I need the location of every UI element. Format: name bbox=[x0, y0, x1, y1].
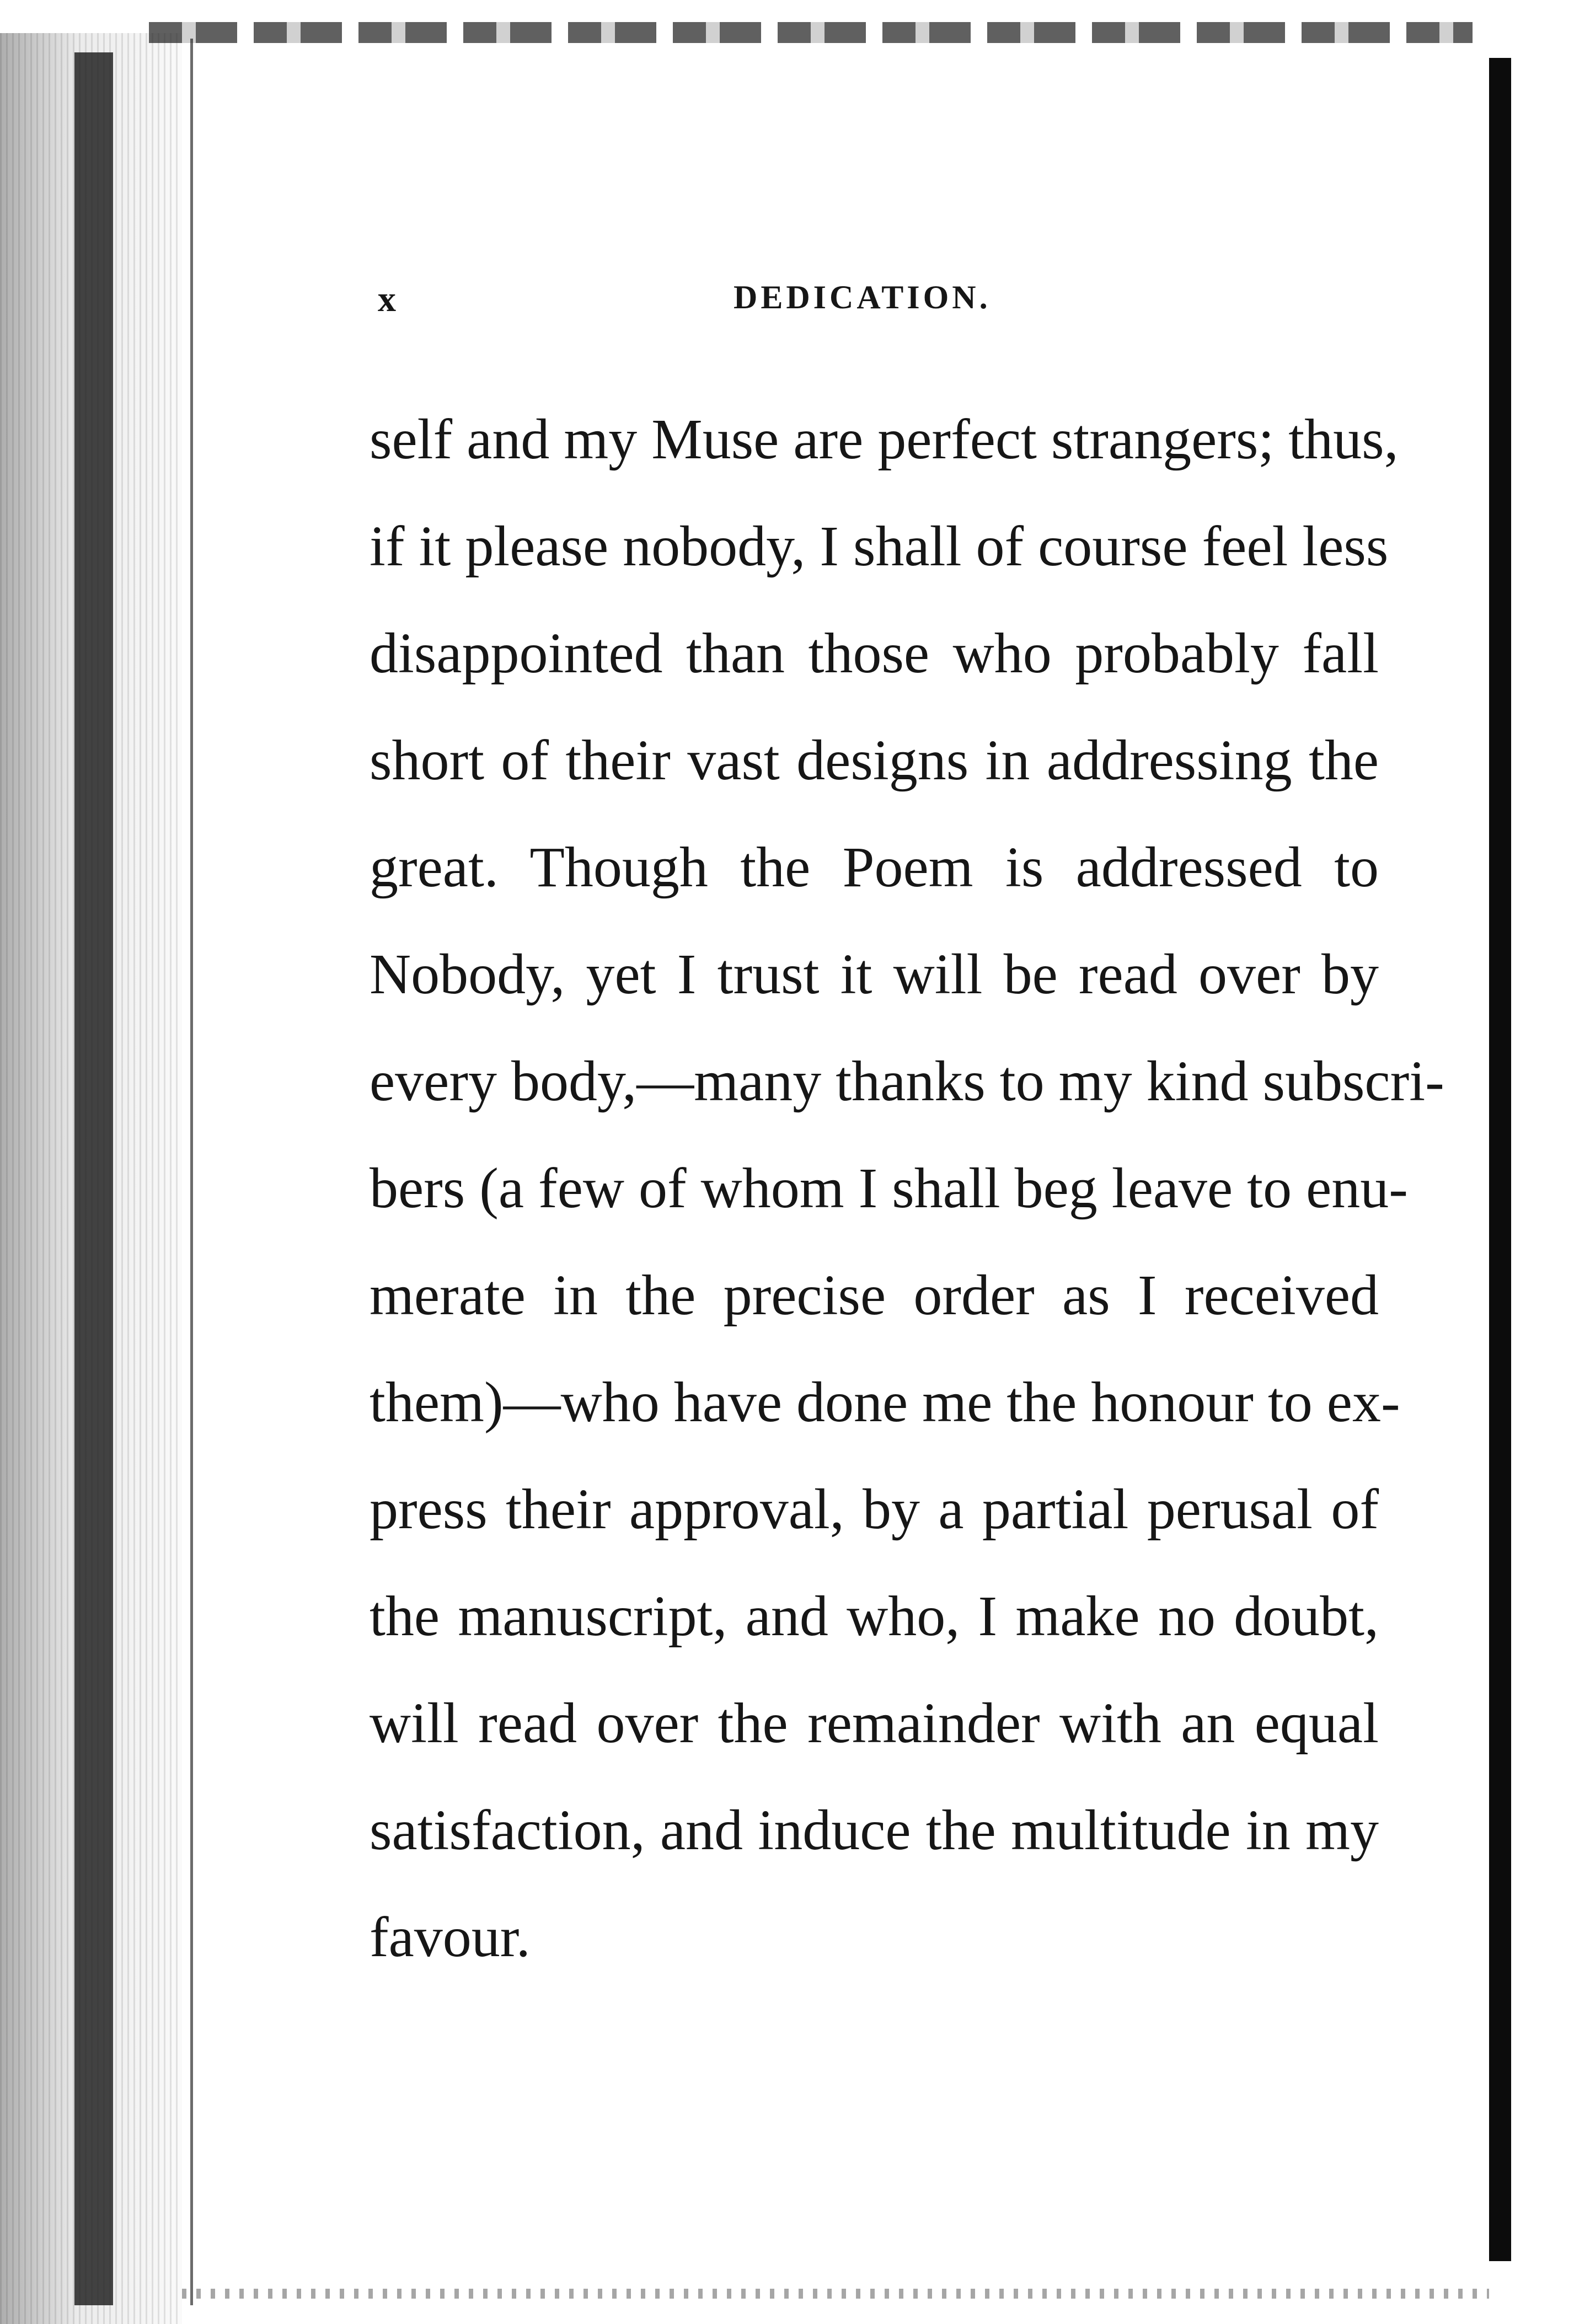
bottom-edge-artifact bbox=[182, 2289, 1489, 2299]
text-line: the manuscript, and who, I make no doubt, bbox=[370, 1584, 1379, 1648]
text-line: if it please nobody, I shall of course feel less bbox=[370, 515, 1389, 578]
text-line: favour. bbox=[370, 1905, 531, 1969]
text-line: merate in the precise order as I received bbox=[370, 1263, 1379, 1327]
text-line: short of their vast designs in addressing the bbox=[370, 729, 1379, 792]
text-line: will read over the remainder with an equal bbox=[370, 1691, 1379, 1755]
text-line: press their approval, by a partial perusal of bbox=[370, 1477, 1379, 1541]
text-line: them)—who have done me the honour to ex- bbox=[370, 1370, 1400, 1434]
text-line: satisfaction, and induce the multitude in my bbox=[370, 1798, 1379, 1862]
right-edge-bar bbox=[1489, 58, 1511, 2261]
text-line: bers (a few of whom I shall beg leave to enu- bbox=[370, 1156, 1408, 1220]
text-line: disappointed than those who probably fall bbox=[370, 622, 1379, 685]
top-edge-artifact bbox=[149, 22, 1473, 43]
text-line: great. Though the Poem is addressed to bbox=[370, 836, 1379, 899]
running-head: DEDICATION. bbox=[734, 279, 991, 315]
page-number: x bbox=[378, 279, 397, 319]
binding-spine bbox=[74, 52, 113, 2305]
text-line: every body,—many thanks to my kind subscri- bbox=[370, 1049, 1444, 1113]
page-edge-rule bbox=[190, 39, 193, 2305]
text-line: Nobody, yet I trust it will be read over by bbox=[370, 943, 1379, 1006]
body-text bbox=[370, 386, 1444, 1991]
text-line: self and my Muse are perfect strangers; thus, bbox=[370, 408, 1399, 471]
